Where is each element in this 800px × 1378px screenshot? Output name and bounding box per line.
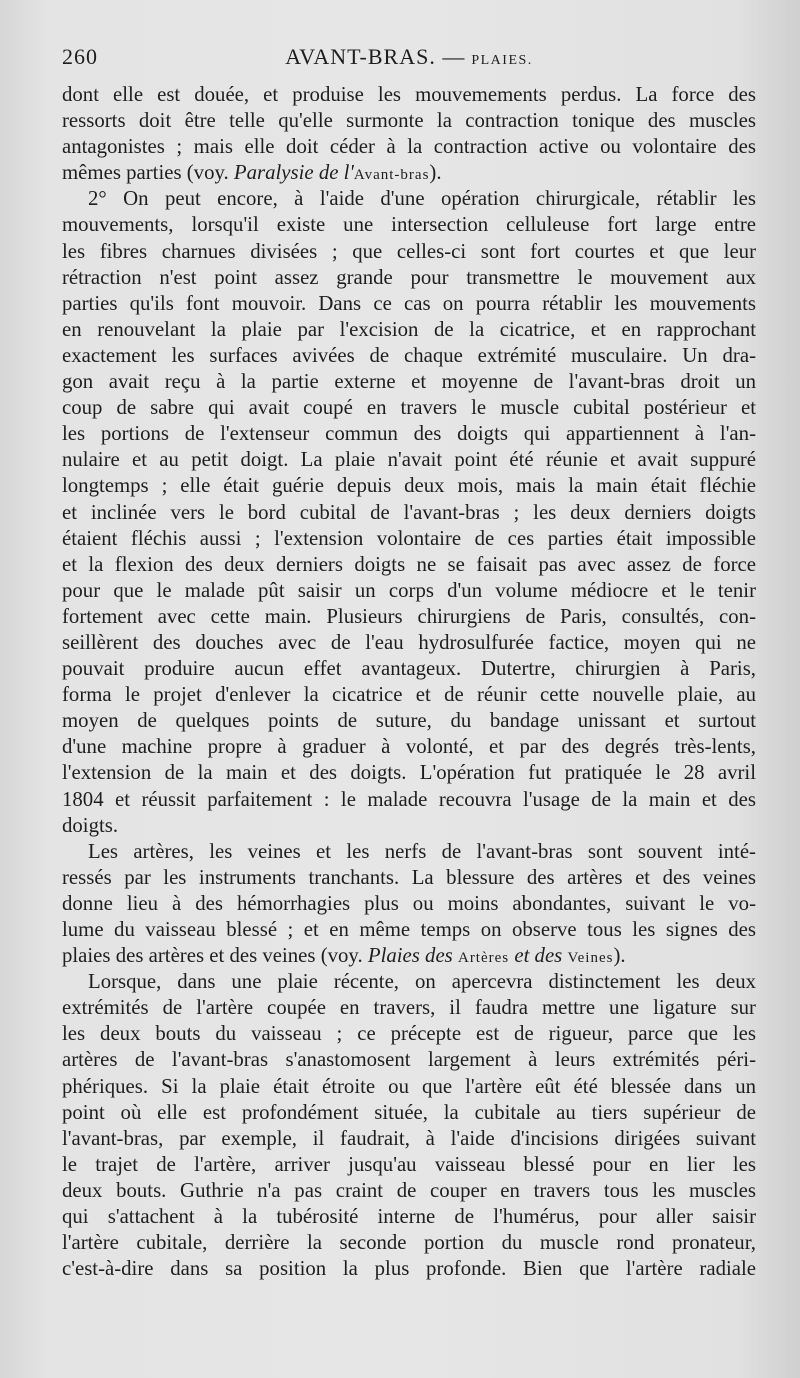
text-fragment: ). — [429, 161, 442, 185]
page-number: 260 — [62, 44, 98, 69]
text-line: fortement avec cette main. Plusieurs chirurgiens de Paris, consultés, con- — [62, 604, 756, 628]
text-line: parties qu'ils font mouvoir. Dans ce cas on pourra rétablir les mouvements — [62, 291, 756, 315]
text-line: 1804 et réussit parfaitement : le malade recouvra l'usage de la main et des — [62, 787, 756, 811]
text-line: point où elle est profondément située, la cubitale au tiers supérieur de — [62, 1100, 756, 1124]
text-line: l'extension de la main et des doigts. L'opération fut pratiquée le 28 avril — [62, 761, 756, 785]
text-line: donne lieu à des hémorrhagies plus ou moins abondantes, suivant le vo- — [62, 891, 756, 915]
text-line: seillèrent des douches avec de l'eau hydrosulfurée factice, moyen qui ne — [62, 630, 756, 654]
text-line: ressorts doit être telle qu'elle surmonte la contraction tonique des muscles — [62, 109, 756, 133]
text-line: pour que le malade pût saisir un corps d'un volume médiocre et le tenir — [62, 578, 756, 602]
text-line: et inclinée vers le bord cubital de l'avant-bras ; les deux derniers doigts — [62, 500, 756, 524]
paragraph-start: 2° On peut encore, à l'aide d'une opération chirurgicale, rétablir les — [88, 187, 756, 211]
text-line: antagonistes ; mais elle doit céder à la contraction active ou volontaire des — [62, 135, 756, 159]
text-line: en renouvelant la plaie par l'excision de la cicatrice, et en rapprochant — [62, 317, 756, 341]
paragraph-start: Les artères, les veines et les nerfs de l'avant-bras sont souvent inté- — [88, 839, 756, 863]
text-line: l'avant-bras, par exemple, il faudrait, à l'aide d'incisions dirigées suivant — [62, 1126, 756, 1150]
text-line: longtemps ; elle était guérie depuis deux mois, mais la main était fléchie — [62, 474, 756, 498]
text-line: l'artère cubitale, derrière la seconde portion du muscle rond pronateur, — [62, 1231, 756, 1255]
text-line: d'une machine propre à graduer à volonté, et par des degrés très-lents, — [62, 735, 756, 759]
text-line — [62, 943, 756, 969]
text-line: les deux bouts du vaisseau ; ce précepte est de rigueur, parce que les — [62, 1022, 756, 1046]
text-line: pouvait produire aucun effet avantageux. Dutertre, chirurgien à Paris, — [62, 657, 756, 681]
text-line: nulaire et au petit doigt. La plaie n'avait point été réunie et avait suppuré — [62, 448, 756, 472]
cross-reference: et des — [509, 944, 568, 968]
text-line: ressés par les instruments tranchants. La blessure des artères et des veines — [62, 865, 756, 889]
text-line: qui s'attachent à la tubérosité interne de l'humérus, pour aller saisir — [62, 1205, 756, 1229]
text-line: et la flexion des deux derniers doigts ne se faisait pas avec assez de force — [62, 552, 756, 576]
paragraph-start: Lorsque, dans une plaie récente, on apercevra distinctement les deux — [88, 970, 756, 994]
text-line: doigts. — [62, 813, 119, 837]
text-line: lume du vaisseau blessé ; et en même temps on observe tous les signes des — [62, 918, 756, 941]
text-line: étaient fléchis aussi ; l'extension volontaire de ces parties était impossible — [62, 526, 756, 550]
text-fragment: plaies des artères et des veines (voy. — [62, 944, 368, 968]
cross-reference-caps: Artères — [457, 950, 510, 967]
cross-reference-caps: Avant-bras — [353, 167, 430, 184]
text-line: moyen de quelques points de suture, du bandage unissant et surtout — [62, 709, 756, 733]
text-line: coup de sabre qui avait coupé en travers le muscle cubital postérieur et — [62, 396, 756, 420]
text-line: c'est-à-dire dans sa position la plus profonde. Bien que l'artère radiale — [62, 1257, 756, 1281]
cross-reference-caps: Veines — [567, 950, 614, 967]
text-line: exactement les surfaces avivées de chaque extrémité musculaire. Un dra- — [62, 343, 756, 367]
running-title: AVANT-BRAS. — — [285, 44, 466, 69]
running-head — [62, 44, 756, 70]
text-line: les fibres charnues divisées ; que celles-ci sont fort courtes et que leur — [62, 239, 756, 263]
text-line: artères de l'avant-bras s'anastomosent largement à leurs extrémités péri- — [62, 1048, 756, 1072]
text-line: le trajet de l'artère, arriver jusqu'au vaisseau blessé pour en lier les — [62, 1152, 756, 1176]
text-line: forma le projet d'enlever la cicatrice et de réunir cette nouvelle plaie, au — [62, 683, 756, 707]
body-text — [62, 82, 756, 1282]
text-line: les portions de l'extenseur commun des doigts qui appartiennent à l'an- — [62, 422, 756, 446]
text-line: rétraction n'est point assez grande pour transmettre le mouvement aux — [62, 265, 756, 289]
text-line: dont elle est douée, et produise les mouvemements perdus. La force des — [62, 83, 756, 106]
text-line: mouvements, lorsqu'il existe une intersection celluleuse fort large entre — [62, 213, 756, 237]
text-fragment: mêmes parties (voy. — [62, 161, 234, 185]
running-subtitle: PLAIES. — [471, 53, 533, 68]
text-line — [62, 160, 756, 186]
cross-reference: Paralysie de l' — [233, 161, 354, 185]
text-line: extrémités de l'artère coupée en travers, il faudra mettre une ligature sur — [62, 996, 756, 1020]
cross-reference: Plaies des — [367, 944, 458, 968]
text-line: phériques. Si la plaie était étroite ou que l'artère eût été blessée dans un — [62, 1074, 756, 1098]
text-fragment: ). — [613, 944, 626, 968]
text-line: gon avait reçu à la partie externe et moyenne de l'avant-bras droit un — [62, 370, 756, 394]
text-line: deux bouts. Guthrie n'a pas craint de couper en travers tous les muscles — [62, 1178, 756, 1202]
page-header — [62, 44, 756, 78]
